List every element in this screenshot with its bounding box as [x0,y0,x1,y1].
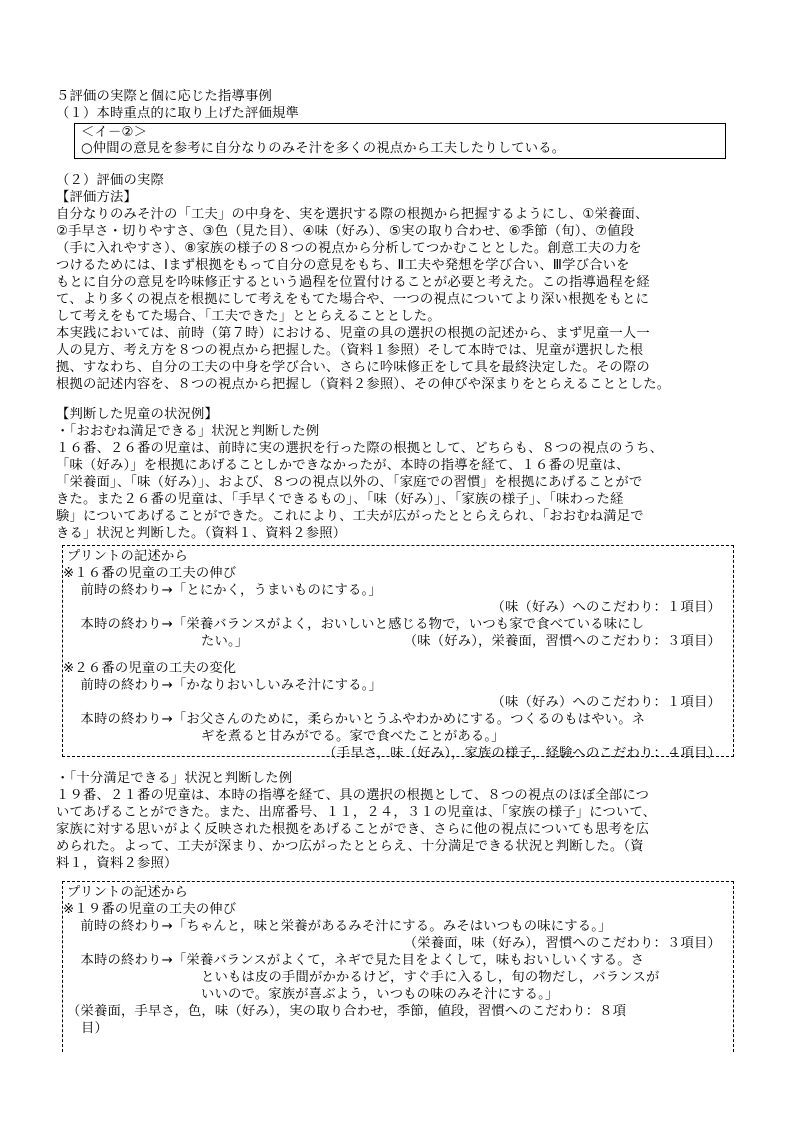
student-26-now: 本時の終わり→「お父さんのために，柔らかいとうふやわかめにする。つくるのもはやい。ネ [67,712,646,727]
print-excerpt-title: プリントの記述から [67,549,188,564]
ok-line: きた。また２６番の児童は、「手早くできるもの」、「味（好み）」、「家族の様子」、「味わった経 [56,492,624,507]
student-26-now-cont: ギを煮ると甘みがでる。家で食べたことがある。」 [201,729,505,744]
method-title: 【評価方法】 [56,190,137,205]
judge-title: 【判断した児童の状況例】 [56,407,218,422]
student-16-now: 本時の終わり→「栄養バランスがよく，おいしいと感じる物で，いつも家で食べている味にし [67,617,645,632]
method-line: 人の見方、考え方を８つの視点から把握した。（資料１参照）そして本時では、児童が選択した根 [56,343,644,358]
criteria-box [74,123,726,159]
method-line: （手に入れやすさ）、⑧家族の様子の８つの視点から分析してつかむこととした。創意工夫の力を [56,241,642,256]
student-19-note: （栄養面，手早さ，色，味（好み），実の取り合わせ，季節，値段，習慣へのこだわり：８項 [67,1004,627,1019]
full-line: 家族に対する思いがよく反映された根拠をあげることができ、さらに他の視点についても思考を広 [56,822,650,837]
method-line: 自分なりのみそ汁の「工夫」の中身を、実を選択する際の根拠から把握するようにし、①栄養面、 [56,207,649,222]
criteria-text: ○仲間の意見を参考に自分なりのみそ汁を多くの視点から工夫したりしている。 [81,141,566,156]
student-16-now-note: （味（好み），栄養面，習慣へのこだわり：３項目） [403,634,721,649]
print-excerpt-title: プリントの記述から [67,885,188,900]
ok-line: 「栄養面」、「味（好み）」、および、８つの視点以外の、「家庭での習慣」を根拠にあげることがで [56,475,643,490]
subheading-practice: （２）評価の実際 [56,173,164,188]
section-heading: ５評価の実際と個に応じた指導事例 [56,89,272,104]
student-19-title: ※１９番の児童の工夫の伸び [63,902,237,917]
student-16-title: ※１６番の児童の工夫の伸び [63,566,237,581]
full-line: １９番、２１番の児童は、本時の指導を経て、具の選択の根拠として、８つの視点のほぼ全部につ [56,788,650,803]
ok-example-title: ・「おおむね満足できる」状況と判断した例 [56,424,320,439]
method-line: ②手早さ・切りやすさ、③色（見た目）、④味（好み）、⑤実の取り合わせ、⑥季節（旬）、⑦値段 [56,224,635,239]
criteria-code: ＜イ－②＞ [81,125,148,140]
student-16-now-cont: たい。」 [201,634,249,649]
print-excerpt-box-1 [62,545,734,761]
student-26-prev-note: （味（好み）へのこだわり：１項目） [491,695,721,710]
subheading-criteria: （１）本時重点的に取り上げた評価規準 [56,106,299,121]
student-19-prev: 前時の終わり→「ちゃんと，味と栄養があるみそ汁にする。みそはいつもの味にする。」 [67,919,612,934]
student-26-prev: 前時の終わり→「かなりおいしいみそ汁にする。」 [67,678,383,693]
student-19-prev-note: （栄養面，味（好み），習慣へのこだわり：３項目） [403,936,721,951]
ok-line: 験」についてあげることができた。これにより、工夫が広がったととらえられ、「おおむね満足で [56,509,644,524]
method-line: て、より多くの視点を根拠にして考えをもてた場合や、一つの視点についてより深い根拠をもとに [56,292,650,307]
method-line: して考えをもてた場合、「工夫できた」ととらえることとした。 [56,309,441,324]
ok-line: １６番、２６番の児童は、前時に実の選択を行った際の根拠として、どちらも、８つの視点のうち、 [56,441,664,456]
method-line: つけるためには、Ⅰまず根拠をもって自分の意見をもち、Ⅱ工夫や発想を学び合い、Ⅲ学び合いを [56,258,630,273]
student-19-note-cont: 目） [81,1021,108,1036]
print-excerpt-box-2 [62,881,734,1052]
ok-line: きる」状況と判断した。（資料１、資料２参照） [56,526,347,541]
full-line: 料１，資料２参照） [56,856,178,871]
method-line: 根拠の記述内容を、８つの視点から把握し（資料２参照）、その伸びや深まりをとらえることとした。 [56,377,671,392]
method-line: 拠、すなわち、自分の工夫の中身を学び合い、さらに吟味修正をして具を最終決定した。その際の [56,360,650,375]
student-19-now: 本時の終わり→「栄養バランスがよくて，ネギで見た目をよくして，味もおいしいくする。さ [67,953,645,968]
student-16-prev: 前時の終わり→「とにかく，うまいものにする。」 [67,583,382,598]
full-example-title: ・「十分満足できる」状況と判断した例 [56,771,293,786]
student-16-prev-note: （味（好み）へのこだわり：１項目） [491,600,721,615]
full-line: いてあげることができた。また、出席番号、１１，２４，３１の児童は、「家族の様子」について、 [56,805,657,820]
student-19-now-cont: といもは皮の手間がかかるけど，すぐ手に入るし，旬の物だし，バランスが [201,970,660,985]
method-line: もとに自分の意見を吟味修正するという過程を位置付けることが必要と考えた。この指導過程を経 [56,275,650,290]
full-line: められた。よって、工夫が深まり、かつ広がったととらえ、十分満足できる状況と判断した。（資 [56,839,644,854]
student-19-now-cont: いいので。家族が喜ぶよう，いつもの味のみそ汁にする。」 [201,987,559,1002]
student-26-title: ※２６番の児童の工夫の変化 [63,661,237,676]
method-line: 本実践においては、前時（第７時）における、児童の具の選択の根拠の記述から、まず児童一人一 [56,326,650,341]
ok-line: 「味（好み）」を根拠にあげることしかできなかったが、本時の指導を経て、１６番の児童は、 [56,458,630,473]
student-26-now-note: （手早さ，味（好み），家族の様子，経験へのこだわり：４項目） [323,746,721,761]
